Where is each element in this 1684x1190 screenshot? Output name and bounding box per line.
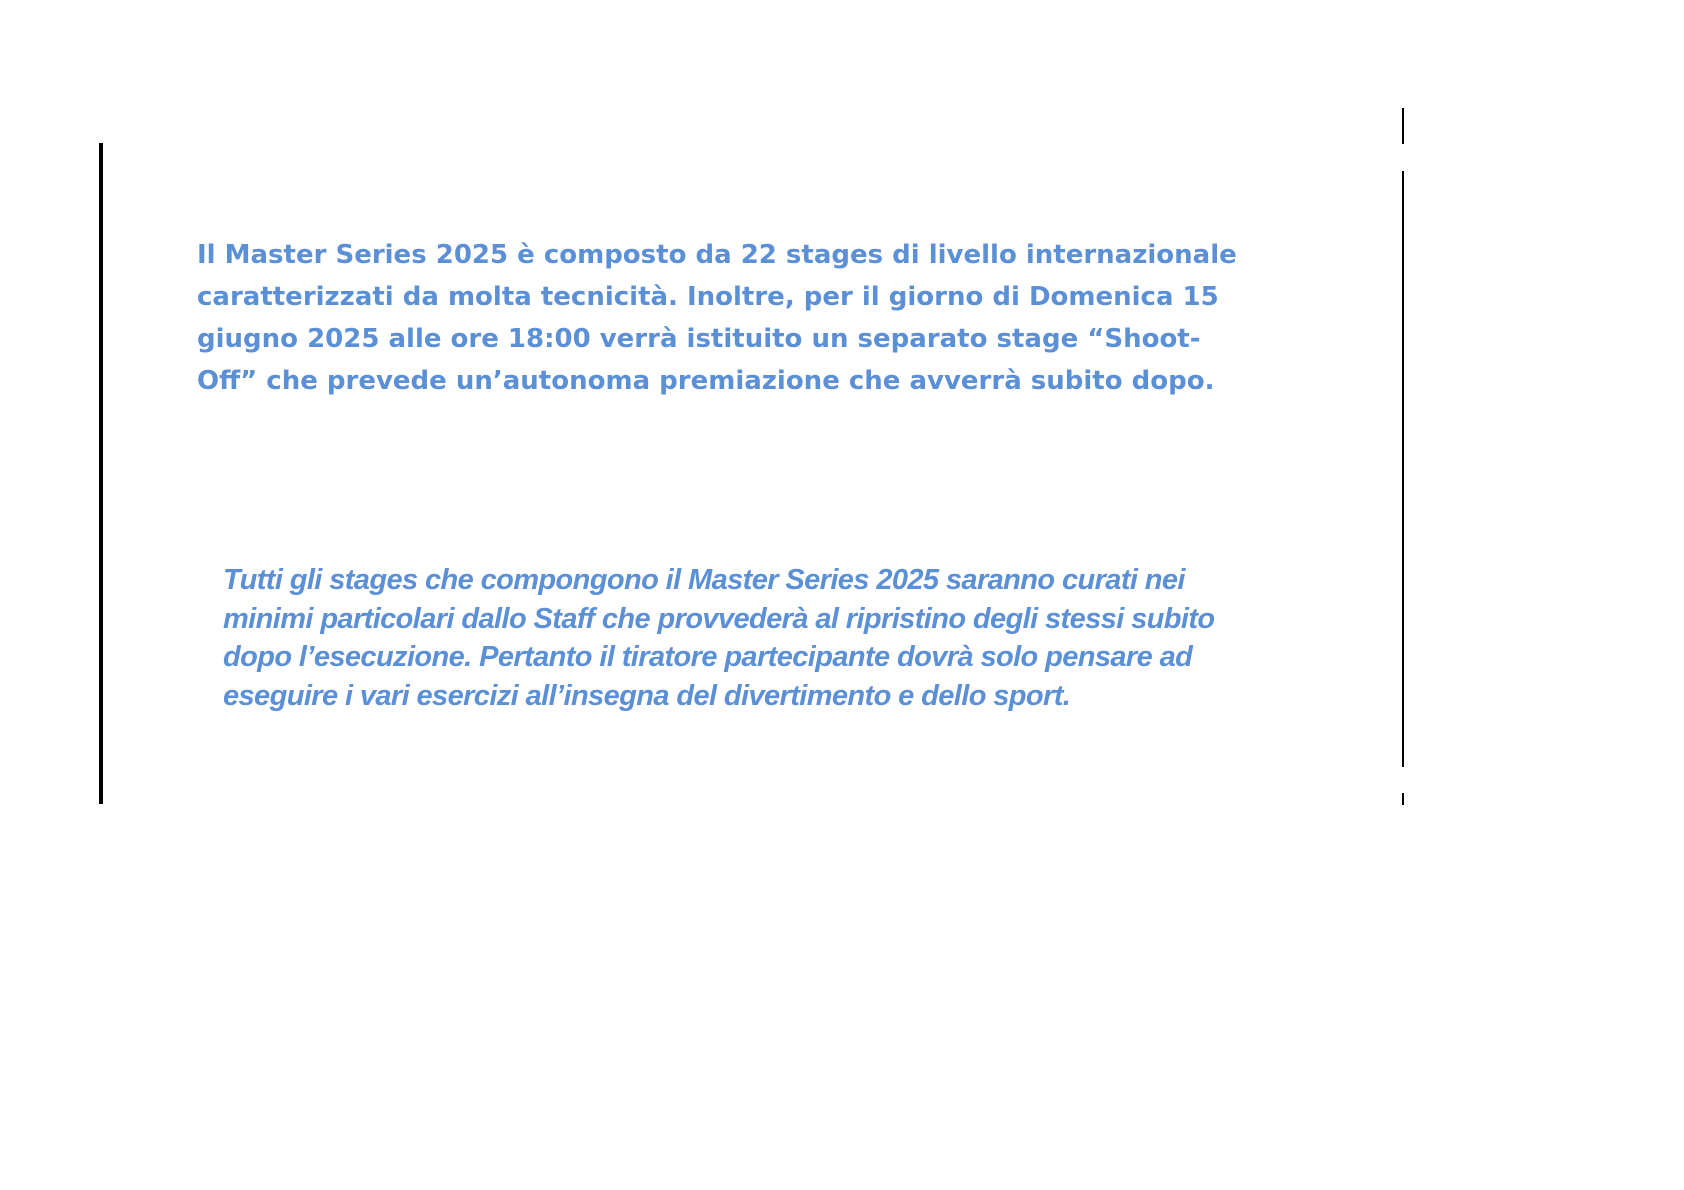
left-border-rule xyxy=(99,143,103,804)
right-border-rule xyxy=(1402,171,1404,767)
staff-line: minimi particolari dallo Staff che provvederà al ripristino degli stessi subito xyxy=(223,602,1215,635)
intro-paragraph xyxy=(197,234,1237,402)
intro-line: Off” che prevede un’autonoma premiazione che avverrà subito dopo. xyxy=(197,366,1215,396)
staff-line: Tutti gli stages che compongono il Master Series 2025 saranno curati nei xyxy=(223,564,1185,596)
intro-line: giugno 2025 alle ore 18:00 verrà istituito un separato stage “Shoot- xyxy=(197,324,1201,354)
staff-line: dopo l’esecuzione. Pertanto il tiratore partecipante dovrà solo pensare ad xyxy=(223,641,1193,673)
staff-line: eseguire i vari esercizi all’insegna del divertimento e dello sport. xyxy=(223,679,1071,712)
intro-line: caratterizzati da molta tecnicità. Inoltre, per il giorno di Domenica 15 xyxy=(197,282,1219,312)
right-border-rule-top xyxy=(1402,108,1404,144)
intro-line: Il Master Series 2025 è composto da 22 stages di livello internazionale xyxy=(197,240,1237,270)
staff-paragraph xyxy=(223,561,1223,715)
right-border-rule-bottom xyxy=(1402,793,1404,805)
